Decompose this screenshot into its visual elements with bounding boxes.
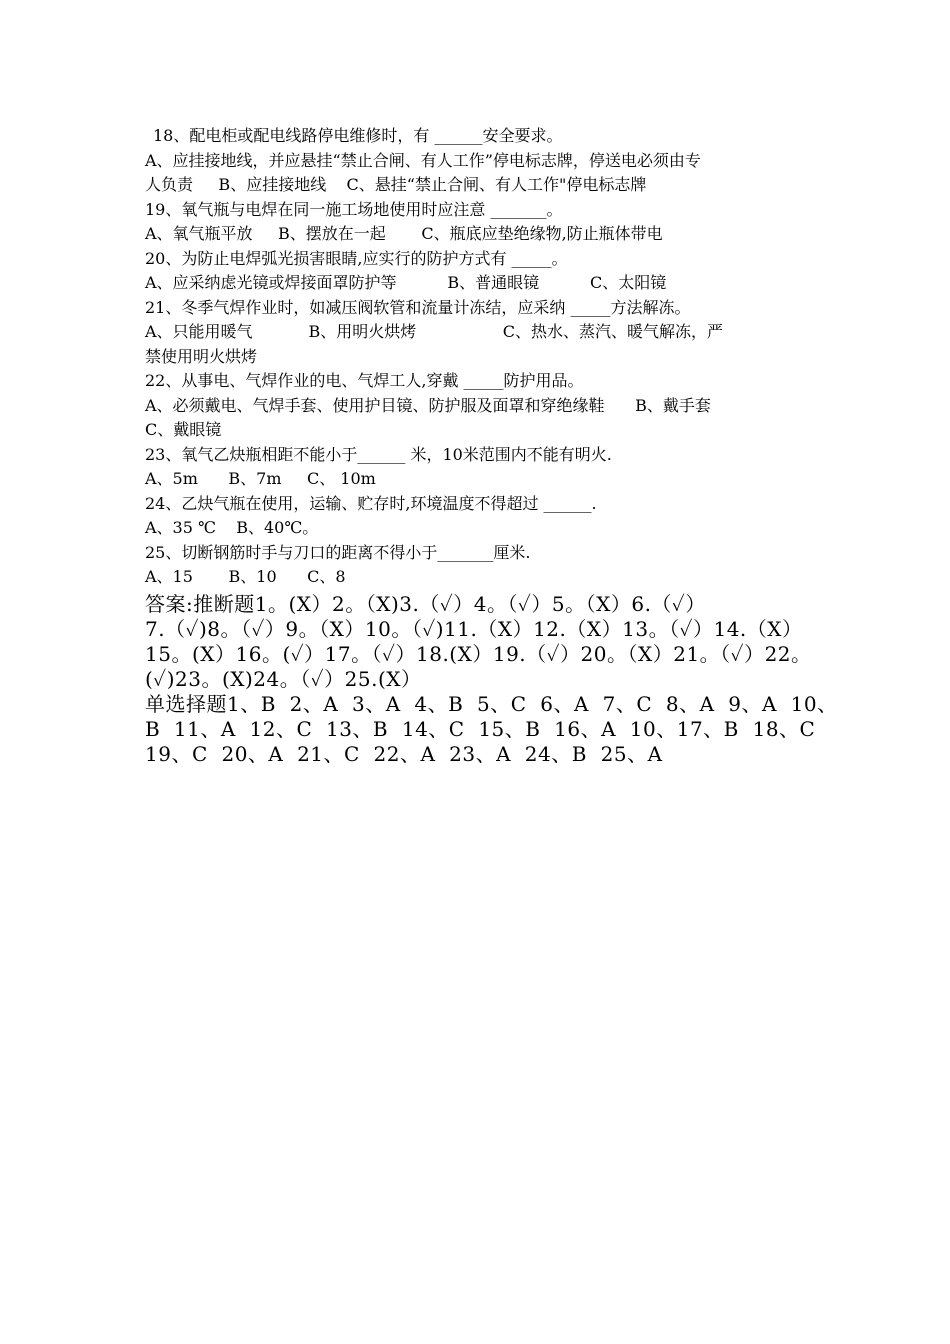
question-23-options: A、5m B、7m C、 10m bbox=[145, 469, 376, 488]
answer-single-choice: 单选择题1、B 2、A 3、A 4、B 5、C 6、A 7、C 8、A 9、A 10、B 11、A 12、C 13、B 14、C 15、B 16、A 10、17、B 18、C 19、C 20、A 21、C 22、A 23、A 24、B 25、A bbox=[145, 691, 838, 766]
question-19: 19、氧气瓶与电焊在同一施工场地使用时应注意 _______。 bbox=[145, 199, 563, 219]
question-24-options: A、35 ℃ B、40℃。 bbox=[145, 518, 319, 537]
question-18-option-a: A、应挂接地线，并应悬挂“禁止合闸、有人工作”停电标志牌，停送电必须由专 bbox=[145, 150, 701, 170]
question-23: 23、氧气乙炔瓶相距不能小于______ 米，10米范围内不能有明火. bbox=[145, 444, 612, 464]
answer-judgement-part2: 7.（✓)8。（✓）9。（X）10。（✓)11.（X）12.（X）13。（✓）14.（X）15。(X）16。(✓）17。（✓）18.(X）19.（✓）20。（X）21。（✓）22。(✓)23。(X)24。（✓）25.(X） bbox=[145, 616, 812, 691]
question-20-options: A、应采纳虑光镜或焊接面罩防护等 B、普通眼镜 C、太阳镜 bbox=[145, 273, 667, 292]
question-22-option-c: C、戴眼镜 bbox=[145, 420, 222, 439]
question-18-options-bc: 人负责 B、应挂接地线 C、悬挂“禁止合闸、有人工作"停电标志牌 bbox=[145, 175, 647, 194]
question-25: 25、切断钢筋时手与刀口的距离不得小于_______厘米. bbox=[145, 542, 531, 562]
question-22: 22、从事电、气焊作业的电、气焊工人,穿戴 _____防护用品。 bbox=[145, 371, 584, 390]
document-page bbox=[145, 124, 845, 767]
question-18: 18、配电柜或配电线路停电维修时，有 ______安全要求。 bbox=[153, 126, 563, 145]
question-25-options: A、15 B、10 C、8 bbox=[145, 567, 346, 586]
question-21-options: A、只能用暖气 B、用明火烘烤 C、热水、蒸汽、暖气解冻，严 bbox=[145, 322, 723, 341]
question-19-options: A、氧气瓶平放 B、摆放在一起 C、瓶底应垫绝缘物,防止瓶体带电 bbox=[145, 224, 663, 243]
question-22-options: A、必须戴电、气焊手套、使用护目镜、防护服及面罩和穿绝缘鞋 B、戴手套 bbox=[145, 395, 711, 415]
question-21: 21、冬季气焊作业时，如减压阀软管和流量计冻结，应采纳 _____方法解冻。 bbox=[145, 297, 691, 317]
question-20: 20、为防止电焊弧光损害眼睛,应实行的防护方式有 _____。 bbox=[145, 248, 568, 268]
question-21-options-cont: 禁使用明火烘烤 bbox=[145, 346, 258, 366]
question-24: 24、乙炔气瓶在使用，运输、贮存时,环境温度不得超过 ______. bbox=[145, 493, 597, 513]
answer-judgement-part1: 答案:推断题1。(X）2。（X)3.（✓）4。（✓）5。（X）6.（✓） bbox=[145, 591, 706, 616]
